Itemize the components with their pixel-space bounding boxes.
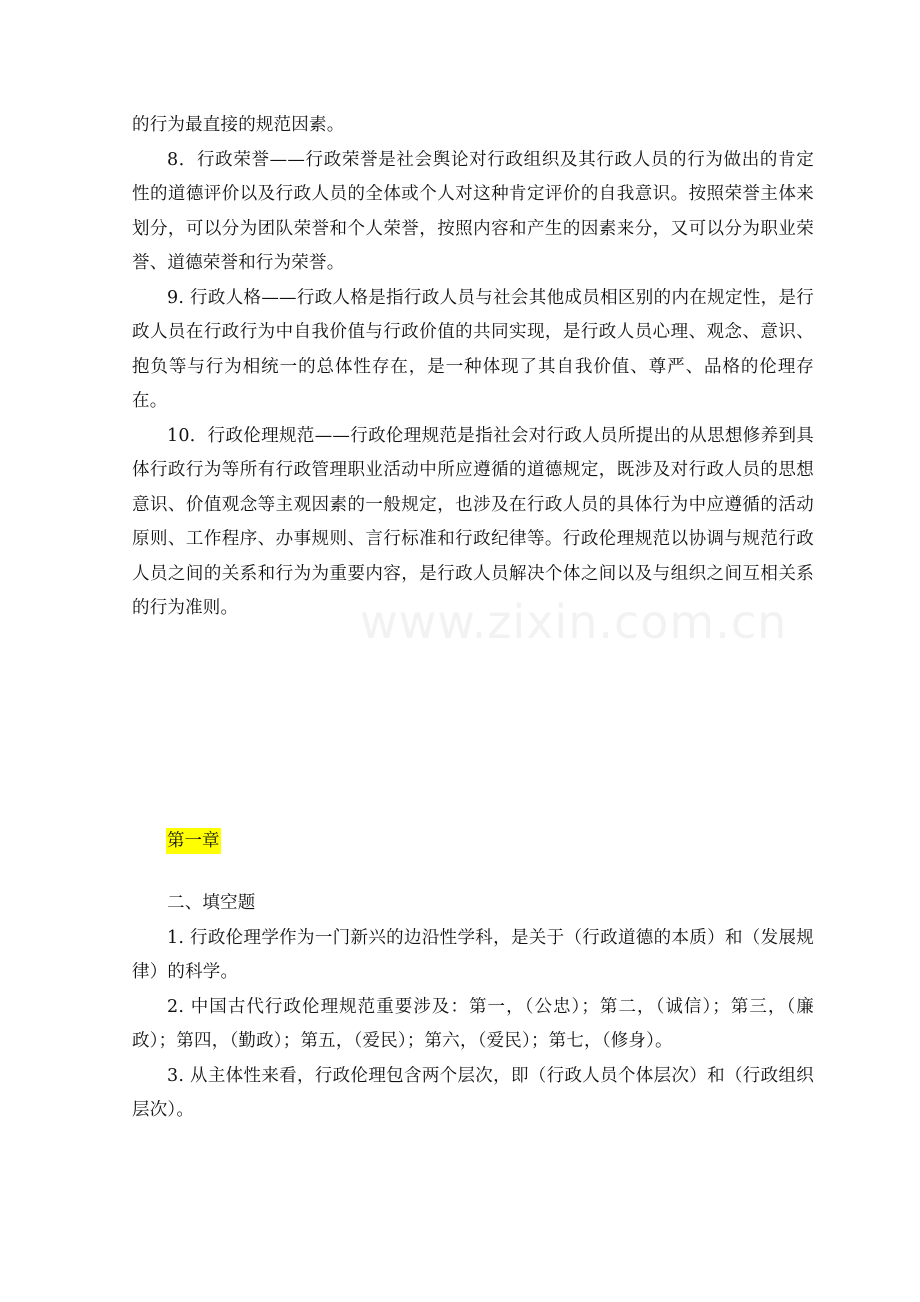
question-3: 3. 从主体性来看，行政伦理包含两个层次，即（行政人员个体层次）和（行政组织层次）。	[132, 1065, 814, 1120]
watermark: www.zixin.com.cn	[360, 595, 788, 649]
question-2: 2. 中国古代行政伦理规范重要涉及：第一，（公忠）；第二，（诚信）；第三，（廉政）；第四，（勤政）；第五，（爱民）；第六，（爱民）；第七，（修身）。	[132, 996, 814, 1051]
paragraph-administrative-personality: 9. 行政人格——行政人格是指行政人员与社会其他成员相区别的内在规定性，是行政人员在行政行为中自我价值与行政价值的共同实现，是行政人员心理、观念、意识、抱负等与行为相统一的总体性存在，是一种体现了其自我价值、尊严、品格的伦理存在。	[132, 287, 814, 411]
definitions-section	[132, 108, 814, 626]
section-heading: 二、填空题	[167, 893, 256, 913]
chapter-title: 第一章	[166, 828, 221, 854]
paragraph-continuation: 的行为最直接的规范因素。	[132, 115, 345, 135]
fill-in-blank-section	[132, 886, 814, 1128]
paragraph-administrative-honor: 8．行政荣誉——行政荣誉是社会舆论对行政组织及其行政人员的行为做出的肯定性的道德评价以及行政人员的全体或个人对这种肯定评价的自我意识。按照荣誉主体来划分，可以分为团队荣誉和个人荣誉，按照内容和产生的因素来分，又可以分为职业荣誉、道德荣誉和行为荣誉。	[132, 149, 814, 273]
paragraph-administrative-ethics-norms: 10．行政伦理规范——行政伦理规范是指社会对行政人员所提出的从思想修养到具体行政行为等所有行政管理职业活动中所应遵循的道德规定，既涉及对行政人员的思想意识、价值观念等主观因素的一般规定，也涉及在行政人员的具体行为中应遵循的活动原则、工作程序、办事规则、言行标准和行政纪律等。行政伦理规范以协调与规范行政人员之间的关系和行为为重要内容，是行政人员解决个体之间以及与组织之间互相关系的行为准则。	[132, 425, 814, 618]
question-1: 1. 行政伦理学作为一门新兴的边沿性学科，是关于（行政道德的本质）和（发展规律）的科学。	[132, 927, 814, 982]
